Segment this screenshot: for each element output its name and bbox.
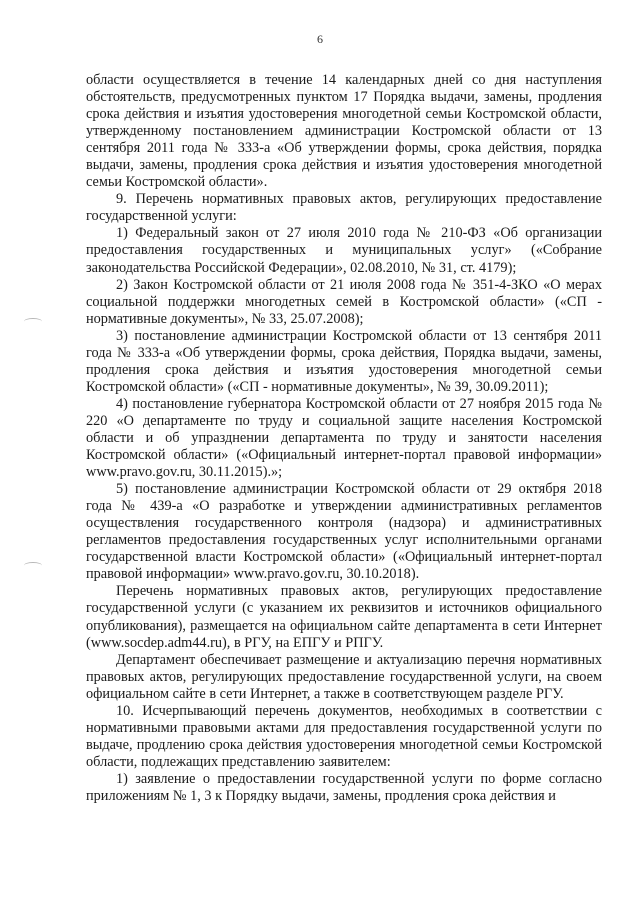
list-item: 4) постановление губернатора Костромской области от 27 ноября 2015 года № 220 «О департаменте по труду и социальной защите населения Костромской области и об упразднении департамента по труду и занятости населения Костромской области» («Официальный интернет-портал правовой информации» www.pravo.gov.ru, 30.11.2015).»;: [86, 395, 602, 481]
margin-scan-mark: [24, 318, 42, 325]
list-item: 1) заявление о предоставлении государственной услуги по форме согласно приложениям № 1, 3 к Порядку выдачи, замены, продления срока действия и: [86, 770, 602, 804]
list-item: 3) постановление администрации Костромской области от 13 сентября 2011 года № 333-а «Об утверждении формы, срока действия, Порядка выдачи, замены, продления срока действия и изъятия удостоверения многодетной семьи Костромской области» («СП - нормативные документы», № 39, 30.09.2011);: [86, 327, 602, 395]
page-number: 6: [317, 32, 323, 46]
list-item: 5) постановление администрации Костромской области от 29 октября 2018 года № 439-а «О разработке и утверждении административных регламентов осуществления государственного контроля (надзора) и административных регламентов предоставления государственных услуг исполнительными органами государственной власти Костромской области» («Официальный интернет-портал правовой информации» www.pravo.gov.ru, 30.10.2018).: [86, 481, 602, 583]
list-item: 2) Закон Костромской области от 21 июля 2008 года № 351-4-ЗКО «О мерах социальной поддержки многодетных семей в Костромской области» («СП - нормативные документы», № 33, 25.07.2008);: [86, 276, 602, 327]
paragraph: 9. Перечень нормативных правовых актов, регулирующих предоставление государственной услуги:: [86, 191, 602, 225]
list-item: 1) Федеральный закон от 27 июля 2010 года № 210-ФЗ «Об организации предоставления государственных и муниципальных услуг» («Собрание законодательства Российской Федерации», 02.08.2010, № 31, ст. 4179);: [86, 225, 602, 276]
paragraph: Перечень нормативных правовых актов, регулирующих предоставление государственной услуги (с указанием их реквизитов и источников официального опубликования), размещается на официальном сайте департамента в сети Интернет (www.socdep.adm44.ru), в РГУ, на ЕПГУ и РПГУ.: [86, 583, 602, 651]
paragraph: области осуществляется в течение 14 календарных дней со дня наступления обстоятельств, предусмотренных пунктом 17 Порядка выдачи, замены, продления срока действия и изъятия удостоверения многодетной семьи Костромской области, утвержденному постановлением администрации Костромской области от 13 сентября 2011 года № 333-а «Об утверждении формы, срока действия, порядка выдачи, замены, продления срока действия и изъятия удостоверения многодетной семьи Костромской области».: [86, 72, 602, 191]
document-body: [86, 72, 602, 805]
paragraph: Департамент обеспечивает размещение и актуализацию перечня нормативных правовых актов, регулирующих предоставление государственной услуги, на своем официальном сайте в сети Интернет, а также в соответствующем разделе РГУ.: [86, 651, 602, 702]
margin-scan-mark: [24, 562, 42, 569]
paragraph: 10. Исчерпывающий перечень документов, необходимых в соответствии с нормативными правовыми актами для предоставления государственной услуги по выдаче, продлению срока действия удостоверения многодетной семьи Костромской области, подлежащих представлению заявителем:: [86, 702, 602, 770]
